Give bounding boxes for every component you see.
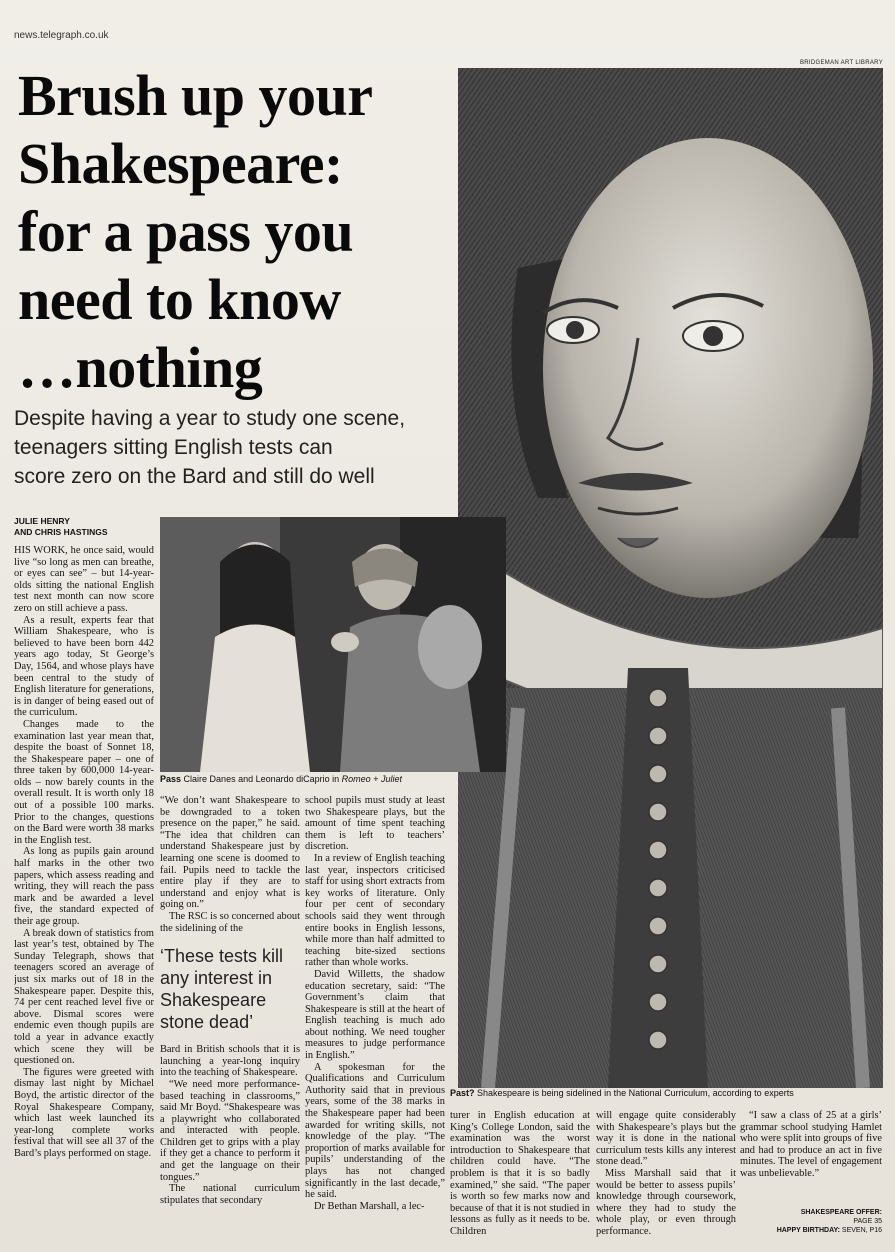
paragraph: As a result, experts fear that William Shakespeare, who is believed to have been born 442 years ago today, St George’s Day, 1564, and whose plays have been central to the study of English literature for generations, is in danger of being eased out of the curriculum. xyxy=(14,614,154,719)
film-caption-text: Claire Danes and Leonardo diCaprio in xyxy=(183,774,340,784)
article-column-5 xyxy=(450,1110,590,1238)
paragraph: “I saw a class of 25 at a girls’ grammar school studying Hamlet who were split into groups of five and had to produce an act in five minutes. The level of engagement was unbelievable.” xyxy=(740,1110,882,1179)
standfirst-line: score zero on the Bard and still do well xyxy=(14,465,375,488)
portrait-caption-label: Past? xyxy=(450,1088,475,1098)
paragraph: “We need more performance-based teaching in classrooms,” said Mr Boyd. “Shakespeare was a playwright who collaborated and interacted with people. Children get to grips with a play if they get a chance to perform it and get the language on their tongues.” xyxy=(160,1078,300,1183)
paragraph: The national curriculum stipulates that secondary xyxy=(160,1183,300,1206)
paragraph: Dr Bethan Marshall, a lec- xyxy=(314,1200,425,1212)
paragraph: The RSC is so concerned about the sidelining of the xyxy=(160,910,300,934)
portrait-caption xyxy=(450,1088,890,1098)
image-credit: BRIDGEMAN ART LIBRARY xyxy=(800,60,883,66)
paragraph: As long as pupils gain around half marks in the other two papers, which assess reading and writing, they will reach the pass mark and be awarded a level five, the standard expected of their age group. xyxy=(14,846,154,927)
offer-page: PAGE 35 xyxy=(853,1218,882,1225)
birthday-page: SEVEN, P16 xyxy=(841,1227,882,1234)
article-column-7 xyxy=(740,1110,882,1180)
romeo-juliet-photo xyxy=(160,517,506,772)
headline-line: Shakespeare: xyxy=(18,131,343,196)
headline-line: need to know xyxy=(18,267,341,332)
headline xyxy=(18,62,458,402)
portrait-caption-text: Shakespeare is being sidelined in the National Curriculum, according to experts xyxy=(477,1088,794,1098)
article-column-1 xyxy=(14,545,154,1230)
paragraph: will engage quite considerably with Shakespeare’s plays but the way it is done in the national curriculum tests kills any interest stone dead.” xyxy=(596,1110,736,1168)
standfirst-line: Despite having a year to study one scene, xyxy=(14,407,406,430)
paragraph: “We don’t want Shakespeare to be downgraded to a token presence on the paper,” he said. “The idea that children can understand Shakespeare just by learning one scene is doomed to fail. Pupils need to tackle the entire play if they are to understand and enjoy what is going on.” xyxy=(160,795,300,911)
paragraph: A break down of statistics from last year’s test, obtained by The Sunday Telegraph, shows that teenagers scored an average of just six marks out of 18 in the Shakespeare paper. Despite this, 74 per cent reached level five or above. Dismal scores were endemic even though pupils are told a year in advance exactly which scene they will be questioned on. xyxy=(14,927,154,1067)
headline-line: for a pass you xyxy=(18,199,354,264)
paragraph: school pupils must study at least two Shakespeare plays, but the amount of time spent teaching them is left to teachers’ discretion. xyxy=(305,795,445,853)
promo-box xyxy=(740,1208,882,1235)
article-column-3 xyxy=(305,795,445,1230)
film-caption xyxy=(160,774,506,784)
paragraph: turer in English education at King’s College London, said the examination was the worst introduction to Shakespeare that children could have. “The problem is that it is so badly examined,” she said. “The paper is worth so few marks now and because of that it is not studied in lessons as fully as it needs to be. Children xyxy=(450,1110,590,1237)
paragraph: HIS WORK, he once said, would live “so long as men can breathe, or eyes can see” – but 14-year-olds sitting the national English test next month can now score zero on still achieve a pass. xyxy=(14,545,154,614)
headline-line: Brush up your xyxy=(18,63,373,128)
paragraph: A spokesman for the Qualifications and Curriculum Authority said that in previous years, some of the 38 marks in the Shakespeare paper had been awarded for writing skills, not knowledge of the play. “The proportion of marks available for pupils’ understanding of the plays has not changed significantly in the last decade,” he said. xyxy=(305,1061,445,1201)
byline-author: AND CHRIS HASTINGS xyxy=(14,527,108,537)
paragraph: The figures were greeted with dismay last night by Michael Boyd, the artistic director of the Royal Shakespeare Company, which last week launched its year-long complete works festival that will see all 37 of the Bard’s plays performed on stage. xyxy=(14,1066,154,1159)
film-caption-label: Pass xyxy=(160,774,182,784)
standfirst xyxy=(14,404,454,491)
standfirst-line: teenagers sitting English tests can xyxy=(14,436,333,459)
paragraph: David Willetts, the shadow education secretary, said: “The Government’s claim that Shakespeare is still at the heart of English teaching is much ado about nothing. We need tougher measures to judge performance in English.” xyxy=(305,968,445,1062)
paragraph: Bard in British schools that it is launching a year-long inquiry into the teaching of Shakespeare. xyxy=(160,1044,300,1079)
site-url: news.telegraph.co.uk xyxy=(14,30,109,41)
birthday-label: HAPPY BIRTHDAY: xyxy=(776,1227,840,1234)
paragraph: In a review of English teaching last year, inspectors criticised staff for using short extracts from key works of literature. Only four per cent of secondary schools said they went through entire books in English lessons, while more than half admitted to teaching bite-sized sections rather than whole works. xyxy=(305,852,445,969)
film-caption-title: Romeo + Juliet xyxy=(341,774,402,784)
shakespeare-portrait-image xyxy=(458,68,883,1088)
byline xyxy=(14,516,154,538)
paragraph: Changes made to the examination last year mean that, despite the boast of Sonnet 18, the Shakespeare paper – one of three taken by 600,000 14-year-olds – now barely counts in the overall result. It is worth only 18 out of a possible 100 marks. Prior to the changes, questions on the Bard were worth 38 marks in the English test. xyxy=(14,718,154,846)
paragraph: Miss Marshall said that it would be better to assess pupils’ knowledge through coursework, where they had to study the whole play, or even through performance. xyxy=(596,1167,736,1237)
offer-label: SHAKESPEARE OFFER: xyxy=(800,1209,882,1216)
headline-line: …nothing xyxy=(18,335,263,400)
article-column-6 xyxy=(596,1110,736,1238)
pull-quote: ‘These tests kill any interest in Shakespeare stone dead’ xyxy=(160,946,284,1032)
byline-author: JULIE HENRY xyxy=(14,516,70,526)
